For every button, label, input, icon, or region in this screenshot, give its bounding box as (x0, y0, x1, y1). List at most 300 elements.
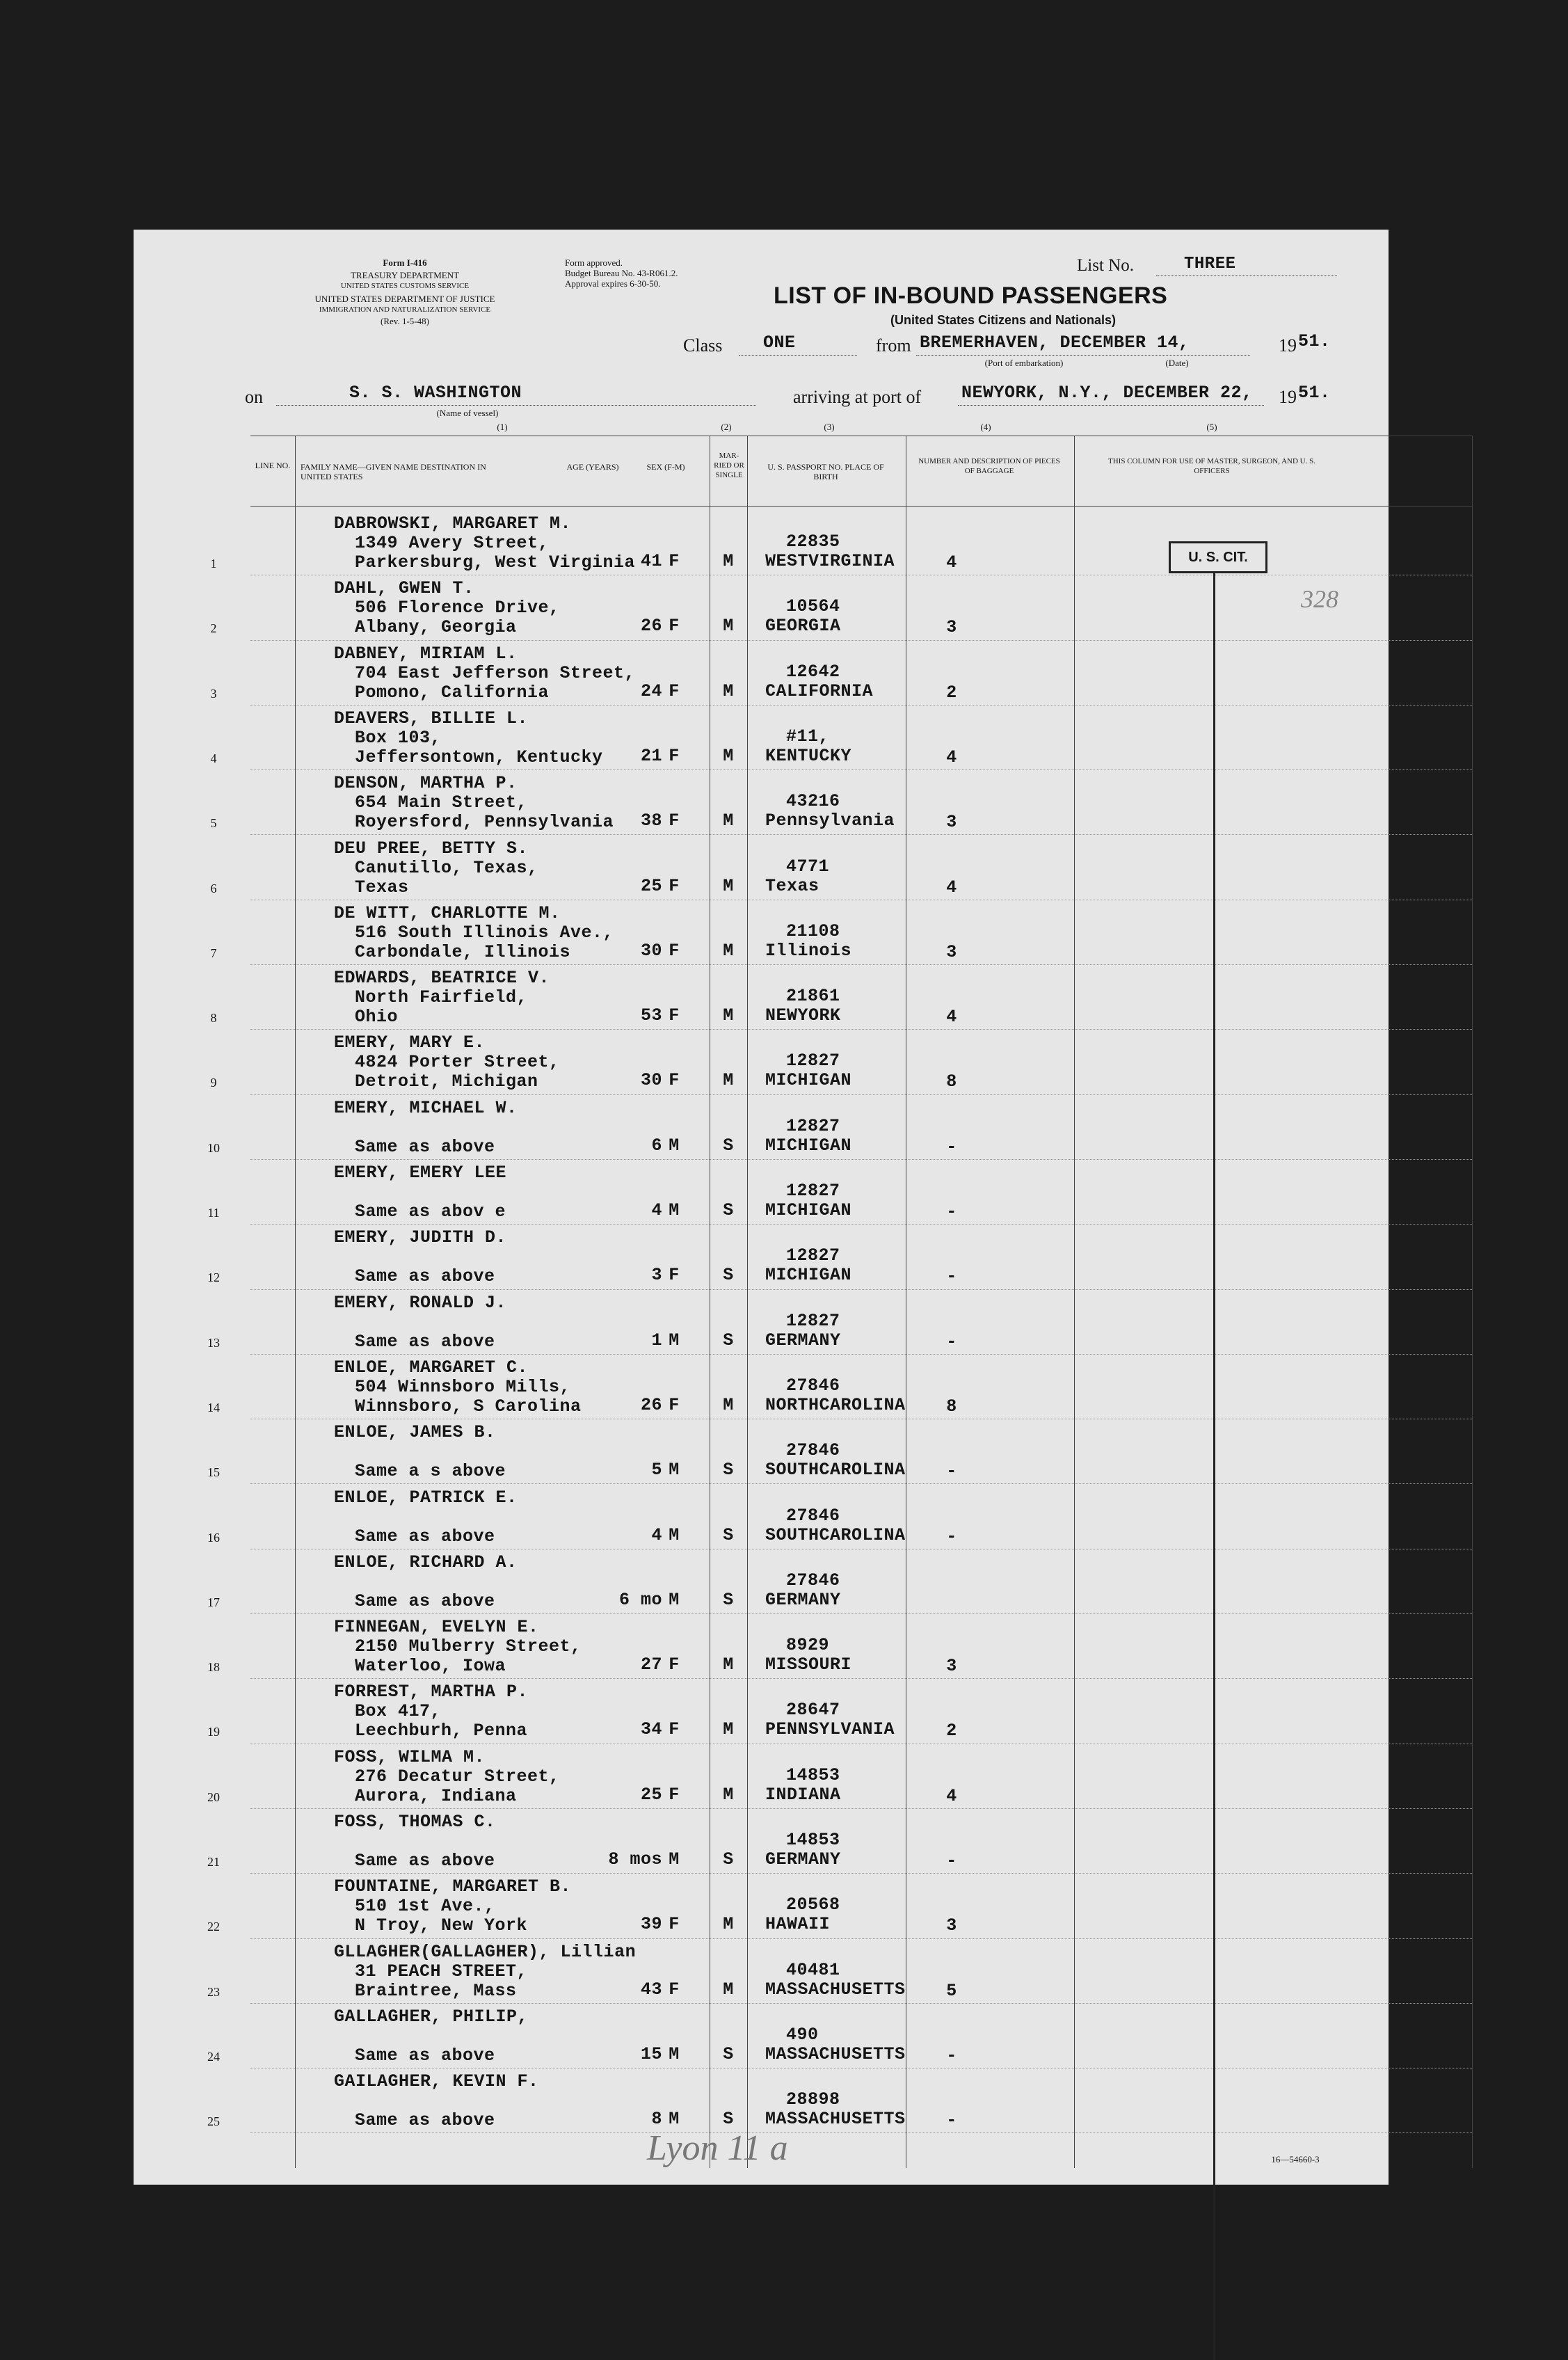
table-row (134, 1549, 1389, 1614)
passenger-name: FORREST, MARTHA P. (334, 1682, 529, 1703)
date-caption: (Date) (1165, 358, 1189, 368)
address-line-1: 654 Main Street, (355, 792, 528, 813)
passport-number: 20568 (786, 1895, 840, 1915)
marital-status: M (723, 551, 734, 571)
birthplace: SOUTHCAROLINA (765, 1524, 906, 1545)
birthplace: GERMANY (765, 1849, 841, 1869)
table-row (134, 965, 1389, 1030)
age: 39 (640, 1914, 662, 1935)
passport-number: 27846 (786, 1570, 840, 1590)
class-label: Class (683, 335, 723, 356)
address-line-2: Aurora, Indiana (355, 1785, 517, 1806)
address-line-2: Braintree, Mass (355, 1980, 517, 2001)
arrival-year-prefix: 19 (1279, 387, 1297, 407)
sex: M (669, 1460, 680, 1481)
passenger-name: ENLOE, JAMES B. (334, 1422, 496, 1443)
address-line-2: Waterloo, Iowa (355, 1656, 506, 1677)
sex: F (669, 1655, 680, 1675)
sex: F (669, 1005, 680, 1026)
passenger-name: FOUNTAINE, MARGARET B. (334, 1876, 572, 1897)
age: 8 (651, 2109, 662, 2130)
header-bottom-border (250, 506, 1472, 507)
passenger-name: DENSON, MARTHA P. (334, 773, 518, 794)
marital-status: M (723, 811, 734, 831)
marital-status: M (723, 1914, 734, 1935)
arrival-year-value: 51. (1298, 383, 1331, 403)
address-line-1: 510 1st Ave., (355, 1896, 495, 1917)
approval-1: Form approved. (565, 257, 623, 268)
passport-number: 12827 (786, 1245, 840, 1266)
list-no-label: List No. (1077, 256, 1134, 275)
address-line-2: Winnsboro, S Carolina (355, 1396, 582, 1417)
age: 21 (640, 745, 662, 766)
from-line (916, 355, 1250, 356)
sex: F (669, 1914, 680, 1935)
passport-number: 21861 (786, 986, 840, 1007)
birthplace: GEORGIA (765, 616, 841, 637)
passenger-name: GAILAGHER, KEVIN F. (334, 2071, 539, 2092)
age: 8 mos (608, 1849, 662, 1869)
table-row (134, 900, 1389, 965)
address-line-1: 506 Florence Drive, (355, 598, 560, 619)
address-line-1: 516 South Illinois Ave., (355, 922, 614, 943)
passenger-name: ENLOE, MARGARET C. (334, 1357, 529, 1378)
table-row (134, 770, 1389, 835)
baggage-count: 4 (946, 747, 957, 767)
marital-status: S (723, 1589, 734, 1610)
address-line-1: Box 417, (355, 1701, 442, 1722)
line-number: 7 (210, 946, 217, 960)
passenger-name: ENLOE, RICHARD A. (334, 1552, 518, 1572)
marital-status: M (723, 1784, 734, 1805)
age: 1 (651, 1330, 662, 1350)
line-number: 14 (207, 1400, 220, 1414)
passenger-name: DEU PREE, BETTY S. (334, 838, 529, 859)
baggage-count: - (946, 1851, 957, 1871)
colnum-3: (3) (824, 422, 835, 432)
address-line-2: N Troy, New York (355, 1915, 528, 1936)
line-number: 11 (207, 1206, 220, 1220)
birthplace: Texas (765, 875, 819, 896)
birthplace: CALIFORNIA (765, 680, 874, 701)
address-line-1: Box 103, (355, 727, 442, 748)
marital-status: M (723, 940, 734, 961)
inspector-signature: Lyon 11 a (647, 2128, 788, 2168)
year-prefix: 19 (1279, 335, 1297, 356)
baggage-count: - (946, 1526, 957, 1547)
arrival-port-value: NEWYORK, N.Y., DECEMBER 22, (961, 383, 1253, 403)
line-number: 19 (207, 1725, 220, 1739)
line-number: 1 (210, 557, 217, 571)
passenger-name: DABNEY, MIRIAM L. (334, 643, 518, 664)
list-no-value: THREE (1184, 255, 1236, 273)
marital-status: S (723, 1135, 734, 1156)
passport-number: 14853 (786, 1764, 840, 1785)
passenger-name: DAHL, GWEN T. (334, 578, 474, 599)
age: 41 (640, 551, 662, 571)
birthplace: GERMANY (765, 1330, 841, 1350)
sex: M (669, 1200, 680, 1220)
passport-number: 27846 (786, 1440, 840, 1461)
sex: F (669, 1394, 680, 1415)
marital-status: M (723, 1394, 734, 1415)
passenger-name: EMERY, MICHAEL W. (334, 1097, 518, 1118)
passenger-name: EMERY, EMERY LEE (334, 1163, 507, 1183)
passenger-name: GALLAGHER, PHILIP, (334, 2006, 529, 2027)
passport-number: 4771 (786, 856, 830, 877)
baggage-count: - (946, 1461, 957, 1482)
line-number: 13 (207, 1335, 220, 1350)
table-row (134, 1679, 1389, 1744)
sex: M (669, 2109, 680, 2130)
passport-number: 27846 (786, 1505, 840, 1526)
ins-service: IMMIGRATION AND NATURALIZATION SERVICE (319, 305, 491, 314)
birthplace: MICHIGAN (765, 1070, 852, 1091)
address-line-2: Same as abov e (355, 1202, 506, 1222)
line-number: 2 (210, 621, 217, 636)
baggage-count: 2 (946, 1721, 957, 1741)
age: 26 (640, 1394, 662, 1415)
sex: F (669, 1979, 680, 2000)
birthplace: SOUTHCAROLINA (765, 1460, 906, 1481)
table-row (134, 705, 1389, 770)
table-row (134, 836, 1389, 900)
baggage-count: - (946, 2045, 957, 2066)
line-number: 4 (210, 751, 217, 765)
age: 6 mo (618, 1589, 662, 1610)
marital-status: M (723, 745, 734, 766)
table-row (134, 1030, 1389, 1094)
address-line-2: Same as above (355, 1331, 495, 1352)
birthplace: Illinois (765, 940, 852, 961)
birthplace: INDIANA (765, 1784, 841, 1805)
table-row (134, 1614, 1389, 1679)
passenger-name: GLLAGHER(GALLAGHER), Lillian (334, 1941, 637, 1962)
address-line-2: Same as above (355, 1590, 495, 1611)
col-header-passport: U. S. PASSPORT NO. PLACE OF BIRTH (767, 462, 884, 481)
birthplace: KENTUCKY (765, 745, 852, 766)
sex: M (669, 2043, 680, 2064)
age: 53 (640, 1005, 662, 1026)
passenger-name: EMERY, RONALD J. (334, 1292, 507, 1313)
table-row (134, 1874, 1389, 1938)
table-row (134, 1419, 1389, 1484)
vessel-name: S. S. WASHINGTON (349, 383, 522, 403)
justice-dept: UNITED STATES DEPARTMENT OF JUSTICE (314, 294, 495, 304)
age: 38 (640, 811, 662, 831)
line-number: 17 (207, 1595, 220, 1609)
address-line-2: Same as above (355, 2110, 495, 2131)
baggage-count: 3 (946, 812, 957, 833)
marital-status: M (723, 1719, 734, 1740)
form-code: 16—54660-3 (1271, 2154, 1320, 2164)
address-line-2: Carbondale, Illinois (355, 941, 571, 962)
line-number: 21 (207, 1855, 220, 1869)
address-line-2: Pomono, California (355, 682, 550, 703)
age: 30 (640, 940, 662, 961)
address-line-2: Same as above (355, 1526, 495, 1547)
table-row (134, 2004, 1389, 2068)
sex: F (669, 811, 680, 831)
revision: (Rev. 1-5-48) (381, 316, 429, 326)
line-number: 9 (210, 1076, 217, 1090)
birthplace: PENNSYLVANIA (765, 1719, 895, 1740)
passport-number: 12827 (786, 1051, 840, 1071)
arrival-line (958, 405, 1264, 406)
class-line (739, 355, 857, 356)
from-value: BREMERHAVEN, DECEMBER 14, (920, 333, 1190, 353)
baggage-count: 4 (946, 552, 957, 573)
sex: F (669, 1719, 680, 1740)
colnum-4: (4) (980, 422, 991, 432)
passenger-name: ENLOE, PATRICK E. (334, 1487, 518, 1508)
address-line-2: Jeffersontown, Kentucky (355, 747, 603, 767)
vessel-line (276, 405, 756, 406)
line-number: 5 (210, 816, 217, 831)
table-row (134, 1225, 1389, 1289)
age: 6 (651, 1135, 662, 1156)
marital-status: M (723, 616, 734, 637)
passport-number: 22835 (786, 532, 840, 552)
passport-number: 8929 (786, 1635, 830, 1656)
marital-status: M (723, 1005, 734, 1026)
address-line-2: Same a s above (355, 1461, 506, 1482)
sex: F (669, 875, 680, 896)
sex: M (669, 1589, 680, 1610)
age: 24 (640, 680, 662, 701)
table-row (134, 1290, 1389, 1355)
citizen-bracket-line (1213, 572, 1215, 2360)
address-line-1: North Fairfield, (355, 987, 528, 1008)
table-row (134, 1809, 1389, 1874)
passenger-list-form (134, 230, 1389, 2185)
passport-number: 490 (786, 2024, 819, 2045)
marital-status: M (723, 1655, 734, 1675)
age: 30 (640, 1070, 662, 1091)
on-label: on (245, 387, 263, 407)
age: 25 (640, 1784, 662, 1805)
marital-status: S (723, 1524, 734, 1545)
form-subtitle: (United States Citizens and Nationals) (890, 313, 1117, 327)
marital-status: S (723, 1460, 734, 1481)
address-line-2: Parkersburg, West Virginia (355, 552, 636, 573)
passport-number: 40481 (786, 1959, 840, 1980)
birthplace: MISSOURI (765, 1655, 852, 1675)
baggage-count: 3 (946, 617, 957, 638)
col-header-age: AGE (YEARS) (566, 462, 619, 472)
line-number: 8 (210, 1011, 217, 1026)
age: 4 (651, 1200, 662, 1220)
baggage-count: 5 (946, 1980, 957, 2001)
passport-number: 14853 (786, 1830, 840, 1850)
vessel-caption: (Name of vessel) (436, 408, 499, 418)
passenger-name: DABROWSKI, MARGARET M. (334, 513, 572, 534)
baggage-count: 2 (946, 682, 957, 703)
sex: F (669, 940, 680, 961)
sex: M (669, 1849, 680, 1869)
address-line-1: 1349 Avery Street, (355, 533, 550, 553)
marital-status: S (723, 1200, 734, 1220)
marital-status: S (723, 1265, 734, 1286)
passenger-name: DE WITT, CHARLOTTE M. (334, 902, 561, 923)
passport-number: 28898 (786, 2089, 840, 2110)
passport-number: 21108 (786, 920, 840, 941)
baggage-count: 3 (946, 941, 957, 962)
table-row (134, 1160, 1389, 1225)
baggage-count: - (946, 1266, 957, 1287)
col-header-line: LINE NO. (255, 461, 291, 470)
sex: F (669, 1784, 680, 1805)
passport-number: 12827 (786, 1310, 840, 1331)
passport-number: 10564 (786, 596, 840, 617)
address-line-1: 4824 Porter Street, (355, 1052, 560, 1073)
marital-status: S (723, 1849, 734, 1869)
table-row (134, 1485, 1389, 1549)
baggage-count: 8 (946, 1396, 957, 1417)
age: 34 (640, 1719, 662, 1740)
address-line-2: Same as above (355, 1851, 495, 1871)
passenger-name: FOSS, WILMA M. (334, 1746, 486, 1767)
marital-status: M (723, 875, 734, 896)
table-row (134, 575, 1389, 640)
customs-service: UNITED STATES CUSTOMS SERVICE (340, 282, 470, 290)
col-header-sex: SEX (F-M) (646, 462, 685, 472)
approval-2: Budget Bureau No. 43-R061.2. (565, 268, 678, 278)
address-line-2: Royersford, Pennsylvania (355, 812, 614, 833)
address-line-2: Detroit, Michigan (355, 1071, 538, 1092)
marital-status: M (723, 1070, 734, 1091)
passport-number: 12827 (786, 1181, 840, 1201)
address-line-2: Same as above (355, 1136, 495, 1157)
age: 15 (640, 2043, 662, 2064)
birthplace: MASSACHUSETTS (765, 2109, 906, 2130)
marital-status: S (723, 1330, 734, 1350)
baggage-count: 4 (946, 1007, 957, 1028)
sex: M (669, 1330, 680, 1350)
passport-number: 27846 (786, 1375, 840, 1396)
address-line-2: Texas (355, 877, 409, 898)
passport-number: 12642 (786, 661, 840, 682)
sex: F (669, 551, 680, 571)
birthplace: NEWYORK (765, 1005, 841, 1026)
colnum-2: (2) (721, 422, 732, 432)
line-number: 22 (207, 1920, 220, 1934)
marital-status: M (723, 680, 734, 701)
address-line-2: Leechburh, Penna (355, 1721, 528, 1741)
birthplace: MICHIGAN (765, 1200, 852, 1220)
baggage-count: 3 (946, 1915, 957, 1936)
passport-number: #11, (786, 726, 830, 747)
us-citizen-stamp: U. S. CIT. (1169, 541, 1267, 573)
address-line-1: 276 Decatur Street, (355, 1766, 560, 1787)
col-header-baggage: NUMBER AND DESCRIPTION OF PIECES OF BAGGAGE (918, 457, 1060, 475)
sex: M (669, 1524, 680, 1545)
age: 26 (640, 616, 662, 637)
birthplace: WESTVIRGINIA (765, 551, 895, 571)
from-label: from (876, 335, 911, 356)
form-number: Form I-416 (383, 257, 427, 268)
line-number: 16 (207, 1530, 220, 1545)
address-line-1: Canutillo, Texas, (355, 857, 538, 878)
row-divider (250, 2132, 1472, 2133)
marital-status: S (723, 2043, 734, 2064)
birthplace: MASSACHUSETTS (765, 1979, 906, 2000)
baggage-count: 4 (946, 877, 957, 898)
approval-3: Approval expires 6-30-50. (565, 278, 661, 289)
birthplace: MICHIGAN (765, 1265, 852, 1286)
passenger-name: EDWARDS, BEATRICE V. (334, 968, 550, 989)
line-number: 24 (207, 2049, 220, 2064)
birthplace: NORTHCAROLINA (765, 1394, 906, 1415)
passenger-name: FOSS, THOMAS C. (334, 1812, 496, 1832)
passenger-name: EMERY, JUDITH D. (334, 1227, 507, 1248)
marital-status: S (723, 2109, 734, 2130)
col-header-officers: THIS COLUMN FOR USE OF MASTER, SURGEON, AND U. S. OFFICERS (1108, 457, 1315, 475)
line-number: 25 (207, 2114, 220, 2129)
colnum-5: (5) (1206, 422, 1217, 432)
baggage-count: 8 (946, 1071, 957, 1092)
line-number: 20 (207, 1789, 220, 1804)
passport-number: 28647 (786, 1700, 840, 1721)
baggage-count: - (946, 1202, 957, 1222)
passport-number: 12827 (786, 1115, 840, 1136)
passenger-name: FINNEGAN, EVELYN E. (334, 1617, 539, 1638)
line-number: 12 (207, 1270, 220, 1285)
age: 4 (651, 1524, 662, 1545)
sex: F (669, 1265, 680, 1286)
passenger-name: EMERY, MARY E. (334, 1032, 486, 1053)
passenger-name: DEAVERS, BILLIE L. (334, 708, 529, 728)
table-row (134, 641, 1389, 705)
address-line-2: Albany, Georgia (355, 617, 517, 638)
address-line-2: Ohio (355, 1007, 399, 1028)
port-embarkation-caption: (Port of embarkation) (984, 358, 1064, 368)
address-line-1: 31 PEACH STREET, (355, 1961, 528, 1982)
baggage-count: - (946, 2110, 957, 2131)
sex: M (669, 1135, 680, 1156)
address-line-1: 2150 Mulberry Street, (355, 1636, 582, 1657)
col-header-name: FAMILY NAME—GIVEN NAME DESTINATION IN UNITED STATES (301, 462, 486, 481)
baggage-count: 3 (946, 1656, 957, 1677)
birthplace: HAWAII (765, 1914, 831, 1935)
line-number: 18 (207, 1660, 220, 1675)
class-value: ONE (763, 333, 796, 353)
colnum-1: (1) (497, 422, 508, 432)
age: 43 (640, 1979, 662, 2000)
passenger-rows (134, 511, 1389, 2167)
marital-status: M (723, 1979, 734, 2000)
arriving-label: arriving at port of (793, 387, 922, 407)
line-number: 6 (210, 881, 217, 895)
sex: F (669, 1070, 680, 1091)
line-number: 15 (207, 1465, 220, 1480)
sex: F (669, 616, 680, 637)
address-line-2: Same as above (355, 1266, 495, 1287)
table-row (134, 1355, 1389, 1419)
line-number: 10 (207, 1140, 220, 1155)
pencil-annotation: 328 (1301, 585, 1338, 613)
form-title: LIST OF IN-BOUND PASSENGERS (774, 282, 1168, 309)
birthplace: MASSACHUSETTS (765, 2043, 906, 2064)
table-row (134, 1744, 1389, 1809)
line-number: 23 (207, 1984, 220, 1999)
baggage-count: - (946, 1331, 957, 1352)
address-line-1: 504 Winnsboro Mills, (355, 1376, 571, 1397)
table-row (134, 1095, 1389, 1160)
line-number: 3 (210, 686, 217, 701)
col-divider (1472, 436, 1473, 2168)
baggage-count: 4 (946, 1785, 957, 1806)
